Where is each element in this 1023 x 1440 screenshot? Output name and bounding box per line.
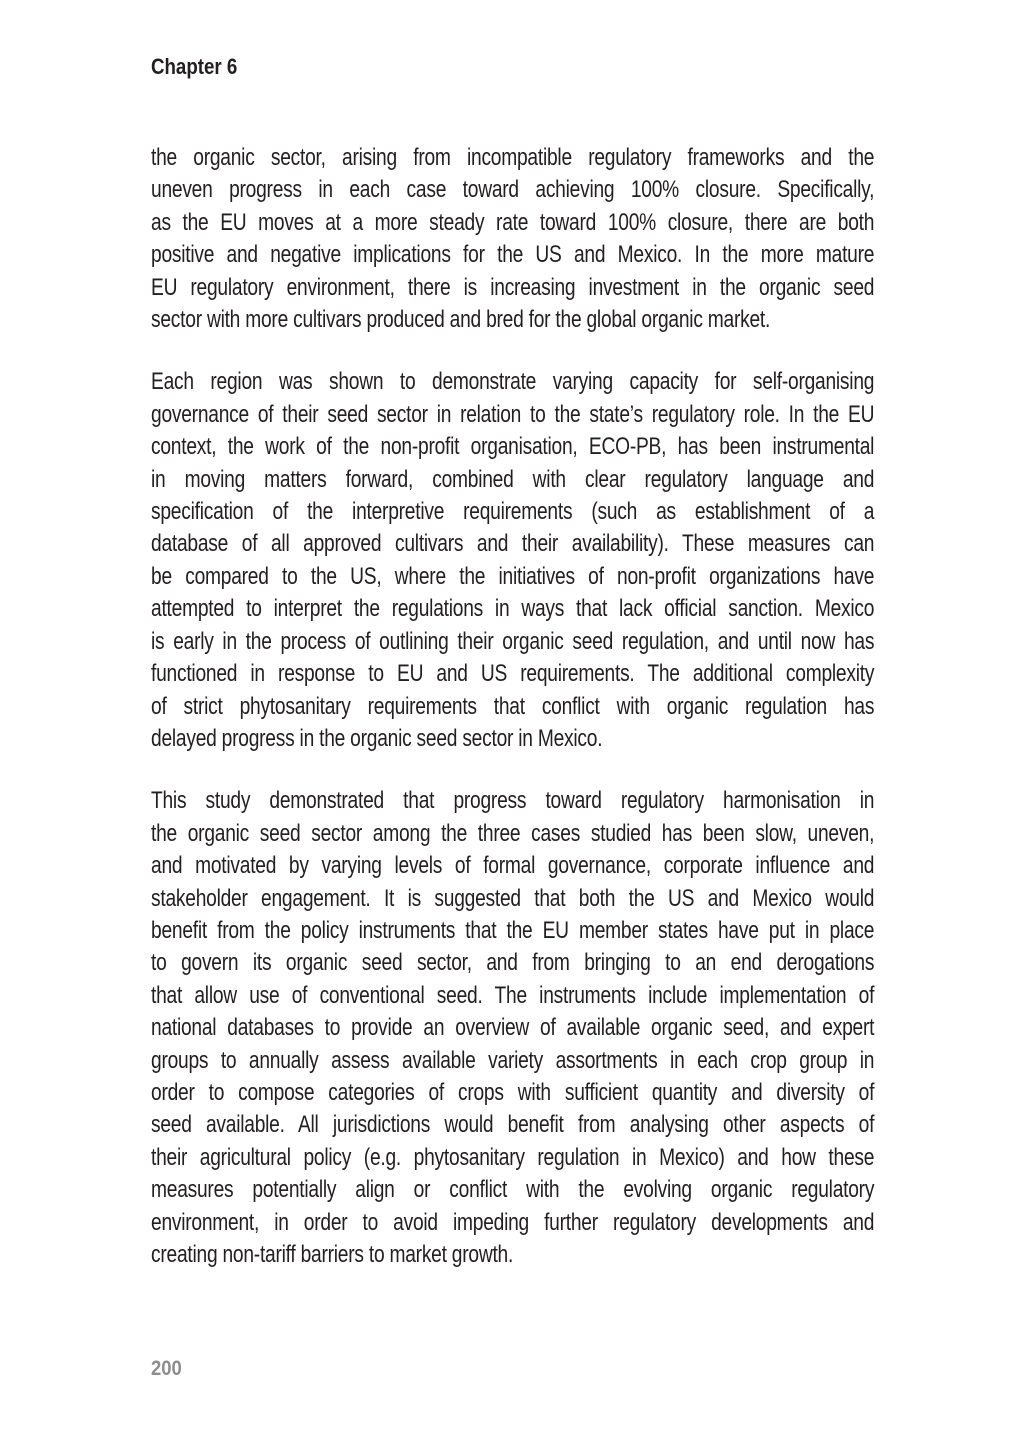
text-line: is early in the process of outlining their organic seed regulation, and until now has (151, 627, 875, 655)
text-line: specification of the interpretive requirements (such as establishment of a (151, 498, 875, 526)
text-line: uneven progress in each case toward achieving 100% closure. Specifically, (151, 176, 875, 204)
text-line: benefit from the policy instruments that the EU member states have put in place (151, 916, 875, 944)
text-line: attempted to interpret the regulations in ways that lack official sanction. Mexico (151, 595, 875, 623)
text-line: their agricultural policy (e.g. phytosanitary regulation in Mexico) and how these (151, 1143, 875, 1171)
body-text (151, 142, 874, 1301)
paragraph (151, 142, 874, 336)
page-number: 200 (151, 1357, 182, 1380)
text-line: creating non-tariff barriers to market growth. (151, 1241, 514, 1268)
text-line: environment, in order to avoid impeding further regulatory developments and (151, 1208, 875, 1236)
text-line: positive and negative implications for the US and Mexico. In the more mature (151, 241, 875, 269)
text-line: delayed progress in the organic seed sector in Mexico. (151, 724, 603, 752)
text-line: stakeholder engagement. It is suggested that both the US and Mexico would (151, 884, 875, 912)
text-line: EU regulatory environment, there is increasing investment in the organic seed (151, 273, 875, 301)
text-line: the organic sector, arising from incompatible regulatory frameworks and the (151, 144, 875, 171)
paragraph (151, 785, 874, 1271)
text-line: measures potentially align or conflict with the evolving organic regulatory (151, 1176, 875, 1204)
text-line: as the EU moves at a more steady rate toward 100% closure, there are both (151, 208, 875, 236)
paragraph (151, 366, 874, 755)
text-line: national databases to provide an overview of available organic seed, and expert (151, 1014, 875, 1042)
text-line: seed available. All jurisdictions would benefit from analysing other aspects of (151, 1111, 875, 1139)
text-line: Each region was shown to demonstrate varying capacity for self-organising (151, 368, 875, 396)
text-line: context, the work of the non-profit organisation, ECO-PB, has been instrumental (151, 433, 875, 461)
text-line: database of all approved cultivars and their availability). These measures can (151, 530, 875, 558)
text-line: groups to annually assess available variety assortments in each crop group in (151, 1046, 875, 1074)
text-line: functioned in response to EU and US requirements. The additional complexity (151, 660, 875, 688)
text-line: governance of their seed sector in relation to the state’s regulatory role. In the EU (151, 400, 875, 428)
text-line: to govern its organic seed sector, and from bringing to an end derogations (151, 949, 875, 977)
text-line: be compared to the US, where the initiatives of non-profit organizations have (151, 562, 875, 590)
text-line: of strict phytosanitary requirements that conflict with organic regulation has (151, 692, 875, 720)
text-line: the organic seed sector among the three cases studied has been slow, uneven, (151, 819, 875, 847)
text-line: order to compose categories of crops with sufficient quantity and diversity of (151, 1078, 875, 1106)
text-line: This study demonstrated that progress toward regulatory harmonisation in (151, 787, 875, 815)
text-line: and motivated by varying levels of formal governance, corporate influence and (151, 852, 875, 880)
text-line: in moving matters forward, combined with clear regulatory language and (151, 465, 875, 493)
text-line: that allow use of conventional seed. The instruments include implementation of (151, 981, 875, 1009)
text-line: sector with more cultivars produced and bred for the global organic market. (151, 306, 771, 334)
chapter-header: Chapter 6 (151, 54, 238, 79)
